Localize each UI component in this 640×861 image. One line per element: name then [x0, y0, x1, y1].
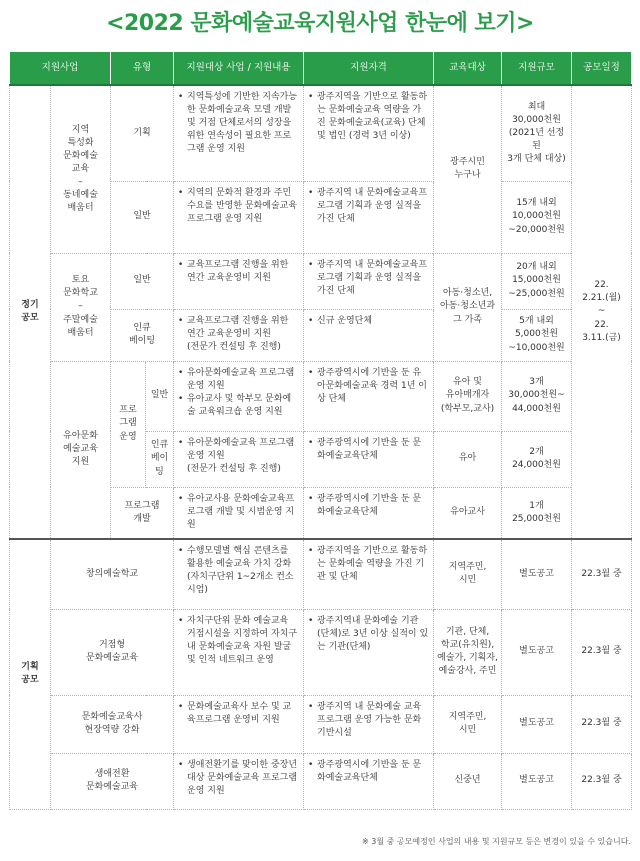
type-cell: 인큐 베이팅 — [146, 431, 174, 487]
target-cell: 지역주민, 시민 — [434, 539, 502, 609]
table-row — [10, 85, 632, 181]
scale-cell: 최대 30,000천원 (2021년 선정된 3개 단체 대상) — [502, 85, 572, 181]
content-cell: • 유아문화예술교육 프로그램 운영 지원 • 유아교사 및 학부모 문화예술 교육워크숍 운영 지원 — [174, 361, 304, 431]
content-cell: • 생애전환기를 맞이한 중장년대상 문화예술교육 프로그램 운영 지원 — [174, 753, 304, 809]
sub-program: 프로 그램 운영 — [111, 361, 146, 487]
target-cell: 지역주민, 시민 — [434, 695, 502, 753]
table-row — [10, 361, 632, 431]
program-name-cell: 창의예술학교 — [51, 539, 174, 609]
content-cell: • 지역특성에 기반한 지속가능한 문화예술교육 모델 개발 및 거점 단체로서의 성장을 위한 연속성이 필요한 프로그램 운영 지원 — [174, 85, 304, 181]
target-cell: 광주시민 누구나 — [434, 85, 502, 253]
group-label-planned: 기획 공모 — [10, 539, 51, 809]
table-row — [10, 609, 632, 695]
scale-cell: 별도공고 — [502, 753, 572, 809]
table-row — [10, 695, 632, 753]
scale-cell: 별도공고 — [502, 609, 572, 695]
content-cell: • 교육프로그램 진행을 위한 연간 교육운영비 지원 (전문가 컨설팅 후 진행) — [174, 309, 304, 361]
qualification-cell: • 광주지역을 기반으로 활동하는 문화예술 역량을 가진 기관 및 단체 — [304, 539, 434, 609]
program-name-cell: 거점형 문화예술교육 — [51, 609, 174, 695]
header-qualification: 지원자격 — [304, 52, 434, 85]
content-cell: • 교육프로그램 진행을 위한 연간 교육운영비 지원 — [174, 253, 304, 309]
schedule-cell: 22.3월 중 — [572, 539, 632, 609]
scale-cell: 5개 내외 5,000천원 ~10,000천원 — [502, 309, 572, 361]
type-cell: 일반 — [111, 181, 174, 253]
qualification-cell: • 광주지역 내 문화예술교육프로그램 기획과 운영 실적을 가진 단체 — [304, 253, 434, 309]
schedule-cell: 22.3월 중 — [572, 695, 632, 753]
program-infant: 유아문화 예술교육 지원 — [51, 361, 111, 539]
program-local: 지역 특성화 문화예술 교육 – 동네예술 배움터 — [51, 85, 111, 253]
type-cell: 일반 — [146, 361, 174, 431]
qualification-cell: • 광주광역시에 기반을 둔 문화예술교육단체 — [304, 753, 434, 809]
header-program: 지원사업 — [10, 52, 111, 85]
scale-cell: 1개 25,000천원 — [502, 487, 572, 539]
qualification-cell: • 광주지역 내 문화예술 교육프로그램 운영 가능한 문화 기반시설 — [304, 695, 434, 753]
group-label-regular: 정기 공모 — [10, 85, 51, 539]
scale-cell: 15개 내외 10,000천원 ~20,000천원 — [502, 181, 572, 253]
qualification-cell: • 광주광역시에 기반을 둔 문화예술교육단체 — [304, 487, 434, 539]
type-cell: 기획 — [111, 85, 174, 181]
scale-cell: 20개 내외 15,000천원 ~25,000천원 — [502, 253, 572, 309]
table-row — [10, 253, 632, 309]
program-saturday: 토요 문화학교 – 주말예술 배움터 — [51, 253, 111, 361]
qualification-cell: • 신규 운영단체 — [304, 309, 434, 361]
target-cell: 아동·청소년, 아동·청소년과 그 가족 — [434, 253, 502, 361]
schedule-cell: 22.3월 중 — [572, 609, 632, 695]
qualification-cell: • 광주광역시에 기반을 둔 문화예술교육단체 — [304, 431, 434, 487]
type-cell: 일반 — [111, 253, 174, 309]
page-title: <2022 문화예술교육지원사업 한눈에 보기> — [106, 11, 534, 36]
program-table — [9, 52, 632, 810]
header-scale: 지원규모 — [502, 52, 572, 85]
header-type: 유형 — [111, 52, 174, 85]
target-cell: 유아 — [434, 431, 502, 487]
content-cell: • 지역의 문화적 환경과 주민 수요를 반영한 문화예술교육 프로그램 운영 지원 — [174, 181, 304, 253]
content-cell: • 문화예술교육사 보수 및 교육프로그램 운영비 지원 — [174, 695, 304, 753]
target-cell: 유아 및 유아매개자 (학부모,교사) — [434, 361, 502, 431]
scale-cell: 3개 30,000천원~ 44,000천원 — [502, 361, 572, 431]
qualification-cell: • 광주지역내 문화예술 기관(단체)로 3년 이상 실적이 있는 기관(단체) — [304, 609, 434, 695]
scale-cell: 별도공고 — [502, 695, 572, 753]
header-schedule: 공모일정 — [572, 52, 632, 85]
type-cell: 인큐 베이팅 — [111, 309, 174, 361]
target-cell: 유아교사 — [434, 487, 502, 539]
program-name-cell: 생애전환 문화예술교육 — [51, 753, 174, 809]
content-cell: • 수행모델별 핵심 콘텐츠를 활용한 예술교육 가치 강화 (자치구단위 1~2개소 컨소시엄) — [174, 539, 304, 609]
scale-cell: 별도공고 — [502, 539, 572, 609]
qualification-cell: • 광주지역 내 문화예술교육프로그램 기획과 운영 실적을 가진 단체 — [304, 181, 434, 253]
scale-cell: 2개 24,000천원 — [502, 431, 572, 487]
table-row — [10, 539, 632, 609]
qualification-cell: • 광주지역을 기반으로 활동하는 문화예술교육 역량을 가진 문화예술교육(교육) 단체 및 법인 (경력 3년 이상) — [304, 85, 434, 181]
table-row — [10, 753, 632, 809]
type-cell: 프로그램 개발 — [111, 487, 174, 539]
program-name-cell: 문화예술교육사 현장역량 강화 — [51, 695, 174, 753]
table-header-row — [10, 52, 632, 85]
qualification-cell: • 광주광역시에 기반을 둔 유아문화예술교육 경력 1년 이상 단체 — [304, 361, 434, 431]
content-cell: • 유아문화예술교육 프로그램 운영 지원 (전문가 컨설팅 후 진행) — [174, 431, 304, 487]
schedule-regular: 22. 2.21.(월) ~ 22. 3.11.(금) — [572, 85, 632, 539]
schedule-cell: 22.3월 중 — [572, 753, 632, 809]
content-cell: • 자치구단위 문화 예술교육 거점시설을 지정하여 자치구내 문화예술교육 자원 발굴 및 인적 네트워크 운영 — [174, 609, 304, 695]
target-cell: 기관, 단체, 학교(유치원), 예술가, 기획자, 예술강사, 주민 — [434, 609, 502, 695]
target-cell: 신중년 — [434, 753, 502, 809]
header-target: 교육대상 — [434, 52, 502, 85]
header-content: 지원대상 사업 / 지원내용 — [174, 52, 304, 85]
footnote: ※ 3월 중 공모예정인 사업의 내용 및 지원규모 등은 변경이 있을 수 있습니다. — [362, 837, 631, 846]
content-cell: • 유아교사용 문화예술교육프로그램 개발 및 시범운영 지원 — [174, 487, 304, 539]
